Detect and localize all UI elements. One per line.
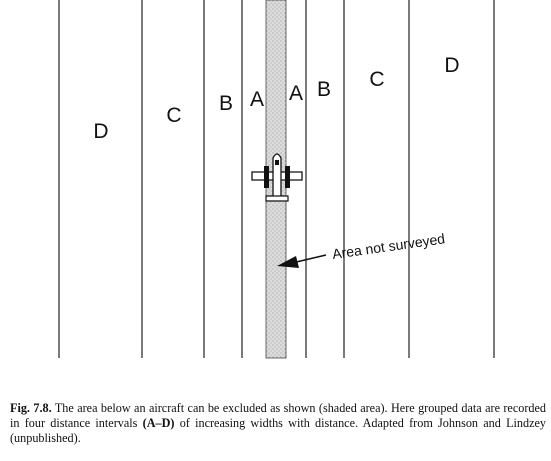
- band-label-right-b: B: [316, 78, 332, 101]
- band-label-left-d: D: [93, 120, 109, 143]
- area-not-surveyed-label: Area not surveyed: [331, 230, 446, 262]
- figure-caption: [10, 401, 546, 446]
- caption-interval-range: (A–D): [142, 416, 175, 430]
- caption-figure-number: Fig. 7.8.: [10, 401, 52, 415]
- aircraft-icon: [252, 154, 302, 201]
- band-label-right-a: A: [288, 82, 304, 105]
- band-label-left-c: C: [166, 104, 182, 127]
- caption-text-start: The area below an aircraft can be excluded as shown (shaded area). Here grouped data are recorded in four distance intervals: [10, 401, 546, 430]
- caption-text-end: of increasing widths with distance. Adapted from Johnson and Lindzey (unpublished).: [10, 416, 547, 445]
- band-label-left-b: B: [218, 92, 234, 115]
- band-label-right-d: D: [444, 54, 460, 77]
- band-label-left-a: A: [249, 88, 265, 111]
- band-label-right-c: C: [369, 68, 385, 91]
